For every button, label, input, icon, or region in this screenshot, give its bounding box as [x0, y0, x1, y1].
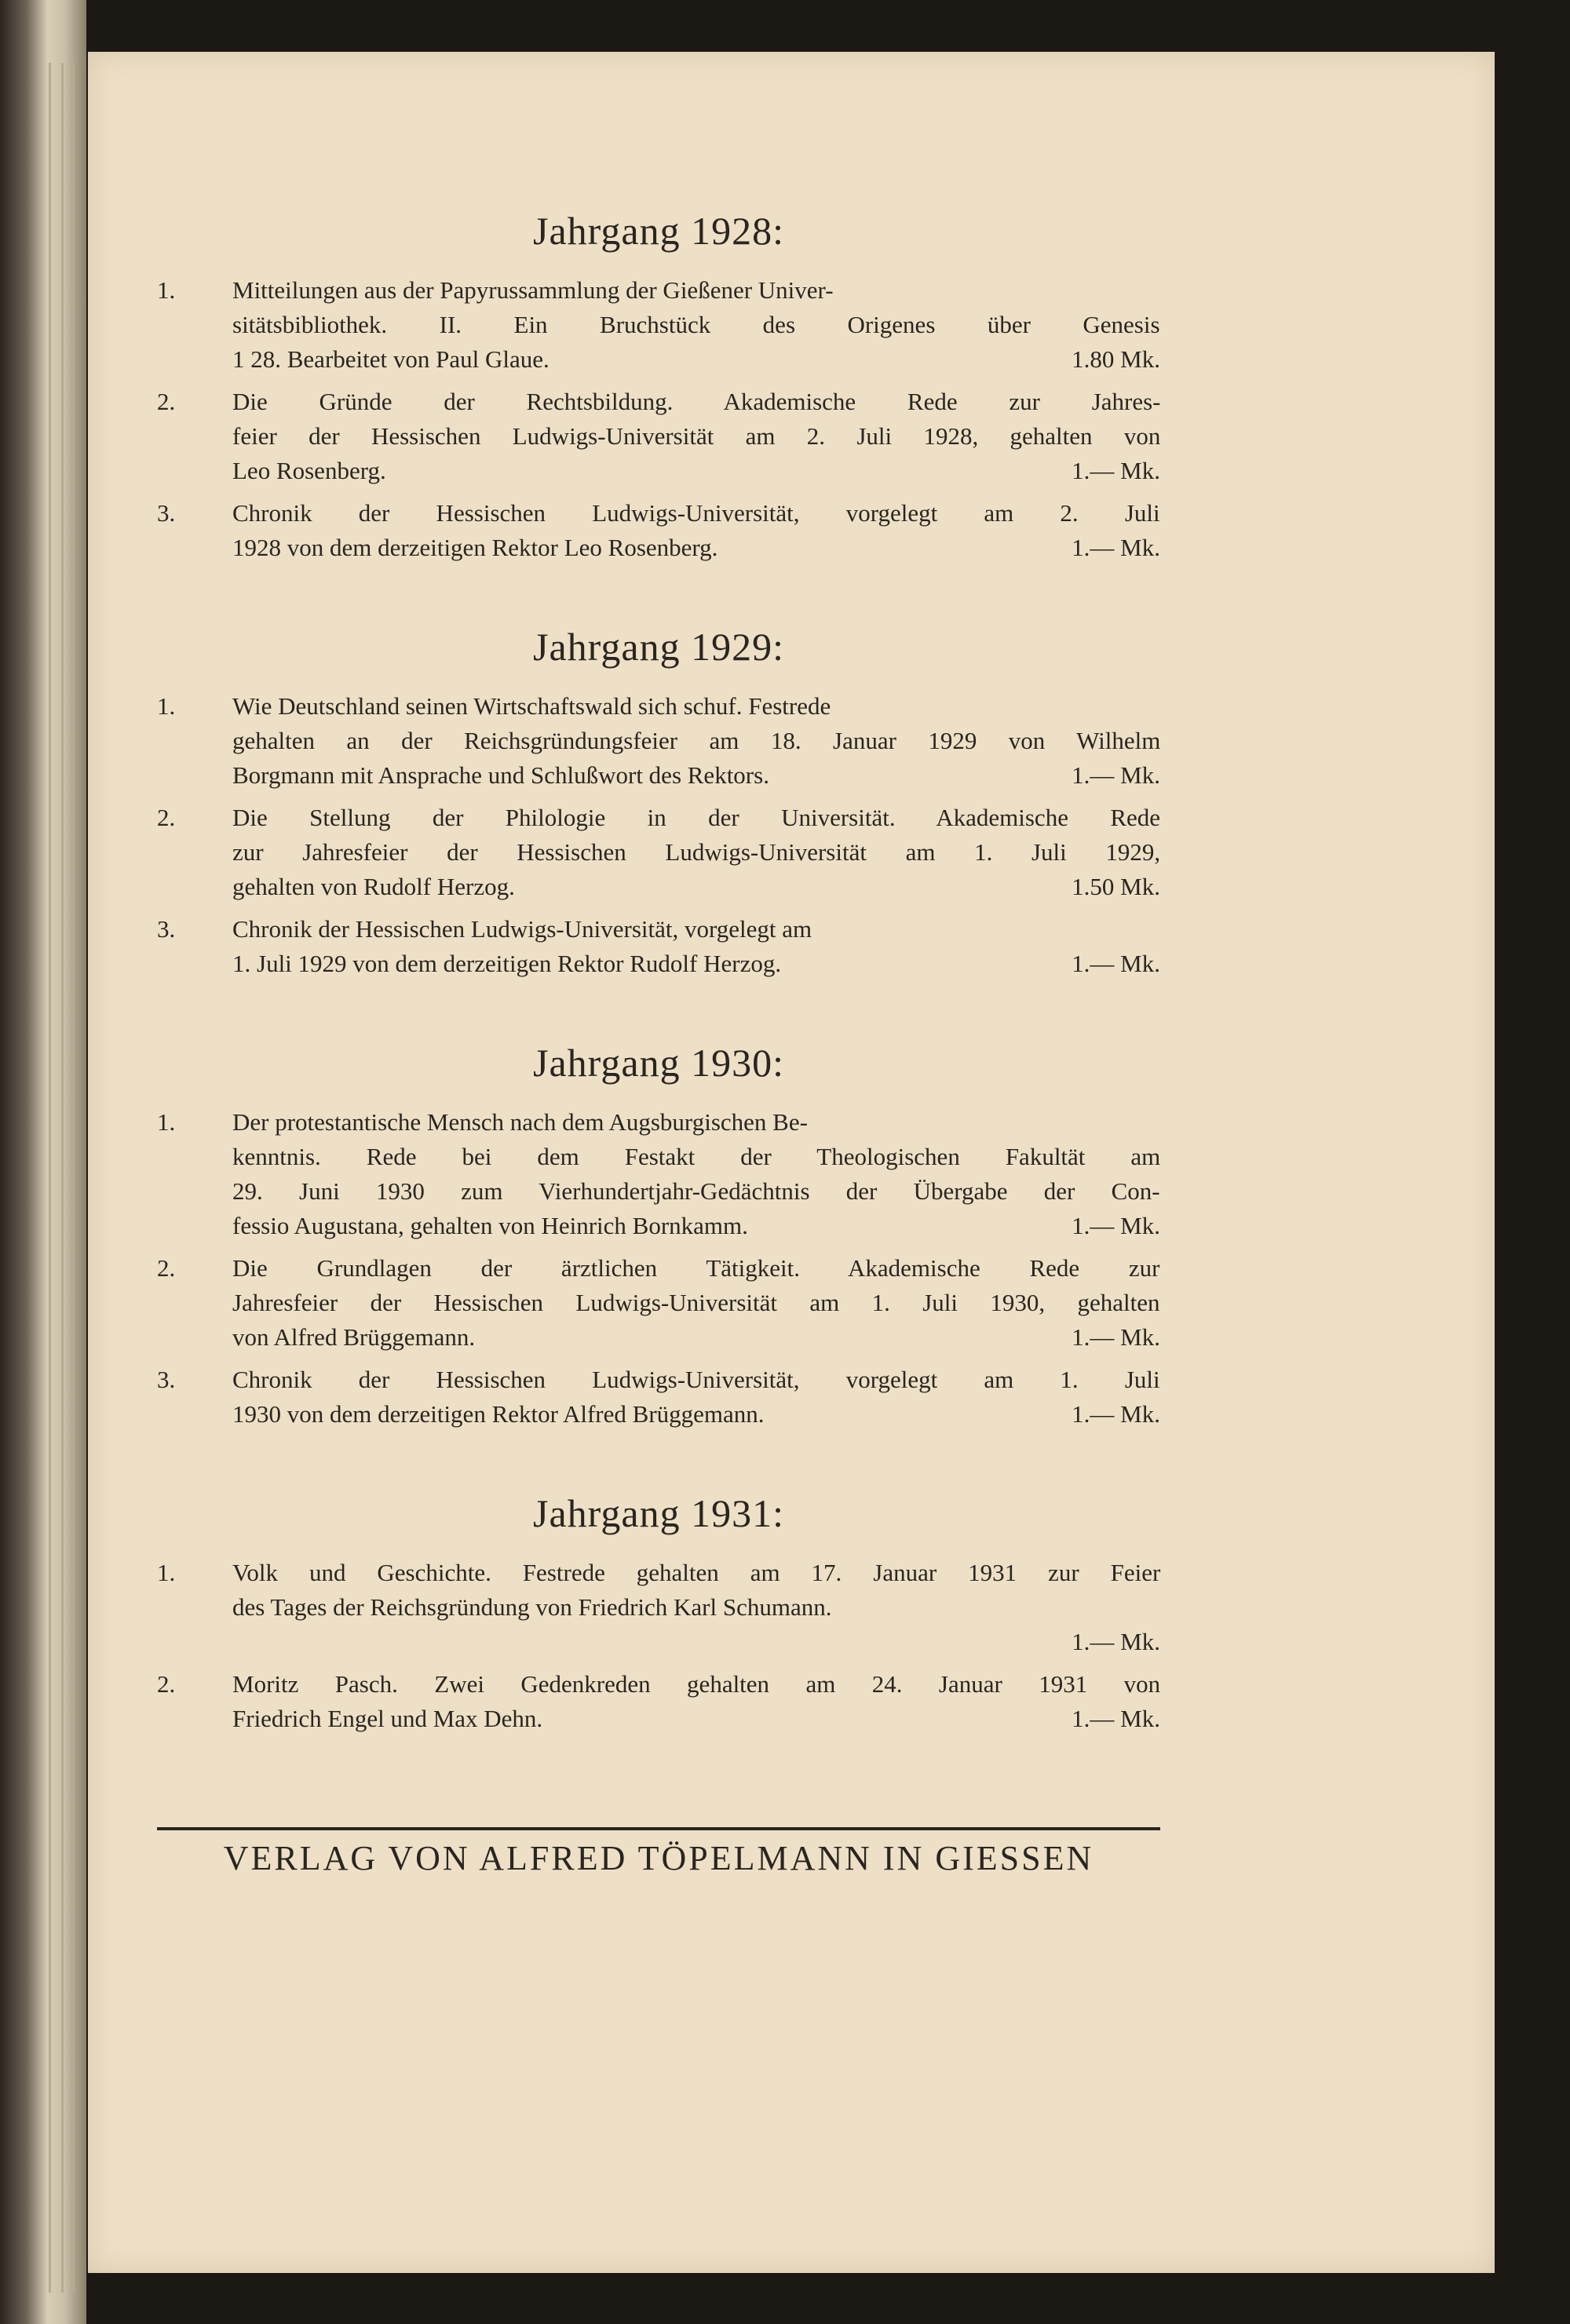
- entry-number: 2.: [157, 1254, 176, 1282]
- price: 1.— Mk.: [1072, 1400, 1160, 1428]
- entry-number: 1.: [157, 276, 176, 304]
- book-spine-edge: [0, 0, 86, 2324]
- entry-text-line: [232, 531, 1160, 565]
- publication-entry: [157, 689, 1160, 793]
- entry-text-line: [232, 947, 1160, 981]
- price: 1.— Mk.: [1072, 457, 1160, 484]
- publication-entry: [157, 1667, 1160, 1736]
- entry-text: gehalten an der Reichsgründungsfeier am 18. Januar 1929 von Wilhelm: [232, 727, 1161, 754]
- publisher-imprint: VERLAG VON ALFRED TÖPELMANN IN GIESSEN: [223, 1839, 1094, 1877]
- entry-text: Jahresfeier der Hessischen Ludwigs-Universität am 1. Juli 1930, gehalten: [232, 1289, 1160, 1316]
- entry-text-line: [232, 1105, 1160, 1140]
- entry-text-line: [232, 801, 1160, 835]
- entry-text: 1928 von dem derzeitigen Rektor Leo Rosenberg.: [232, 534, 718, 561]
- publication-entry: [157, 1363, 1160, 1432]
- entry-text-line: [232, 273, 1160, 308]
- publication-entry: [157, 1105, 1160, 1243]
- entry-text: Volk und Geschichte. Festrede gehalten am 17. Januar 1931 zur Feier: [232, 1559, 1161, 1586]
- entry-text: 29. Juni 1930 zum Vierhundertjahr-Gedächtnis der Übergabe der Con-: [232, 1177, 1160, 1205]
- entry-text-line: [232, 1590, 1160, 1625]
- entry-text: Mitteilungen aus der Papyrussammlung der Gießener Univer-: [232, 276, 834, 304]
- entry-text: Die Stellung der Philologie in der Universität. Akademische Rede: [232, 804, 1161, 831]
- entry-text-line: [232, 870, 1160, 904]
- entry-text: feier der Hessischen Ludwigs-Universität am 2. Juli 1928, gehalten von: [232, 422, 1161, 450]
- entry-text: Chronik der Hessischen Ludwigs-Universität, vorgelegt am 2. Juli: [232, 499, 1160, 527]
- entry-text: 1. Juli 1929 von dem derzeitigen Rektor Rudolf Herzog.: [232, 950, 782, 977]
- entry-text-line: [232, 758, 1160, 793]
- entry-number: 3.: [157, 499, 176, 527]
- year-heading: Jahrgang 1929:: [533, 625, 784, 669]
- entry-text: von Alfred Brüggemann.: [232, 1323, 476, 1351]
- year-section: [157, 622, 1160, 981]
- entry-text: fessio Augustana, gehalten von Heinrich Bornkamm.: [232, 1212, 748, 1239]
- publication-entry: [157, 496, 1160, 565]
- entry-text-line: [232, 689, 1160, 724]
- year-section: [157, 206, 1160, 565]
- year-heading: Jahrgang 1930:: [533, 1041, 784, 1085]
- entry-text: Borgmann mit Ansprache und Schlußwort des Rektors.: [232, 761, 769, 789]
- entry-text-line: [232, 1251, 1160, 1286]
- entry-text-line: [232, 912, 1160, 947]
- entry-text-line: [232, 385, 1160, 419]
- price: 1.80 Mk.: [1072, 345, 1160, 373]
- entry-number: 1.: [157, 1559, 176, 1586]
- entry-text-line: [232, 724, 1160, 758]
- price: 1.— Mk.: [1072, 1628, 1160, 1655]
- entry-text-line: [232, 1397, 1160, 1432]
- entry-text: des Tages der Reichsgründung von Friedrich Karl Schumann.: [232, 1593, 832, 1621]
- entry-text: 1930 von dem derzeitigen Rektor Alfred Brüggemann.: [232, 1400, 765, 1428]
- publication-entry: [157, 1556, 1160, 1659]
- publication-list: [157, 206, 1160, 1793]
- entry-number: 2.: [157, 388, 176, 415]
- entry-text-line: [232, 1556, 1160, 1590]
- price: 1.— Mk.: [1072, 534, 1160, 561]
- entry-text-line: [232, 1363, 1160, 1397]
- entry-text: Chronik der Hessischen Ludwigs-Universität, vorgelegt am 1. Juli: [232, 1366, 1160, 1393]
- entry-text-line: [232, 835, 1160, 870]
- entry-text-line: [232, 1174, 1160, 1209]
- entry-number: 2.: [157, 804, 176, 831]
- price: 1.— Mk.: [1072, 1705, 1160, 1732]
- year-section: [157, 1038, 1160, 1432]
- entry-text-line: [232, 454, 1160, 488]
- entry-text: Chronik der Hessischen Ludwigs-Universität, vorgelegt am: [232, 915, 812, 943]
- entry-text: gehalten von Rudolf Herzog.: [232, 873, 515, 900]
- publication-entry: [157, 385, 1160, 488]
- price: 1.— Mk.: [1072, 1323, 1160, 1351]
- entry-text: Wie Deutschland seinen Wirtschaftswald sich schuf. Festrede: [232, 692, 831, 720]
- entry-text-line: [232, 1667, 1160, 1702]
- entry-text-line: [232, 1209, 1160, 1243]
- entry-text: Moritz Pasch. Zwei Gedenkreden gehalten am 24. Januar 1931 von: [232, 1670, 1161, 1698]
- entry-text-line: [232, 419, 1160, 454]
- entry-text-line: [232, 496, 1160, 531]
- entry-text-line: [232, 342, 1160, 377]
- publication-entry: [157, 912, 1160, 981]
- publication-entry: [157, 273, 1160, 377]
- entry-text: Die Gründe der Rechtsbildung. Akademische Rede zur Jahres-: [232, 388, 1161, 415]
- entry-number: 1.: [157, 1108, 176, 1136]
- entry-text-line: [232, 1702, 1160, 1736]
- price: 1.— Mk.: [1072, 1212, 1160, 1239]
- entry-text-line: [232, 1140, 1160, 1174]
- entry-number: 2.: [157, 1670, 176, 1698]
- price: 1.50 Mk.: [1072, 873, 1160, 900]
- entry-text: Der protestantische Mensch nach dem Augsburgischen Be-: [232, 1108, 808, 1136]
- entry-text-line: [232, 308, 1160, 342]
- entry-text-line: [232, 1286, 1160, 1320]
- entry-number: 3.: [157, 915, 176, 943]
- entry-text: sitätsbibliothek. II. Ein Bruchstück des Origenes über Genesis: [232, 311, 1160, 338]
- year-section: [157, 1488, 1160, 1736]
- entry-text: Friedrich Engel und Max Dehn.: [232, 1705, 543, 1732]
- price: 1.— Mk.: [1072, 761, 1160, 789]
- entry-text: Die Grundlagen der ärztlichen Tätigkeit. Akademische Rede zur: [232, 1254, 1160, 1282]
- entry-number: 3.: [157, 1366, 176, 1393]
- publication-entry: [157, 801, 1160, 904]
- price: 1.— Mk.: [1072, 950, 1160, 977]
- year-heading: Jahrgang 1931:: [533, 1491, 784, 1535]
- entry-text: Leo Rosenberg.: [232, 457, 386, 484]
- entry-text: kenntnis. Rede bei dem Festakt der Theologischen Fakultät am: [232, 1143, 1161, 1170]
- entry-text: zur Jahresfeier der Hessischen Ludwigs-Universität am 1. Juli 1929,: [232, 838, 1161, 866]
- footer-rule: [157, 1827, 1160, 1830]
- entry-number: 1.: [157, 692, 176, 720]
- entry-text: 1 28. Bearbeitet von Paul Glaue.: [232, 345, 550, 373]
- publication-entry: [157, 1251, 1160, 1355]
- year-heading: Jahrgang 1928:: [533, 209, 784, 253]
- entry-text-line: [232, 1320, 1160, 1355]
